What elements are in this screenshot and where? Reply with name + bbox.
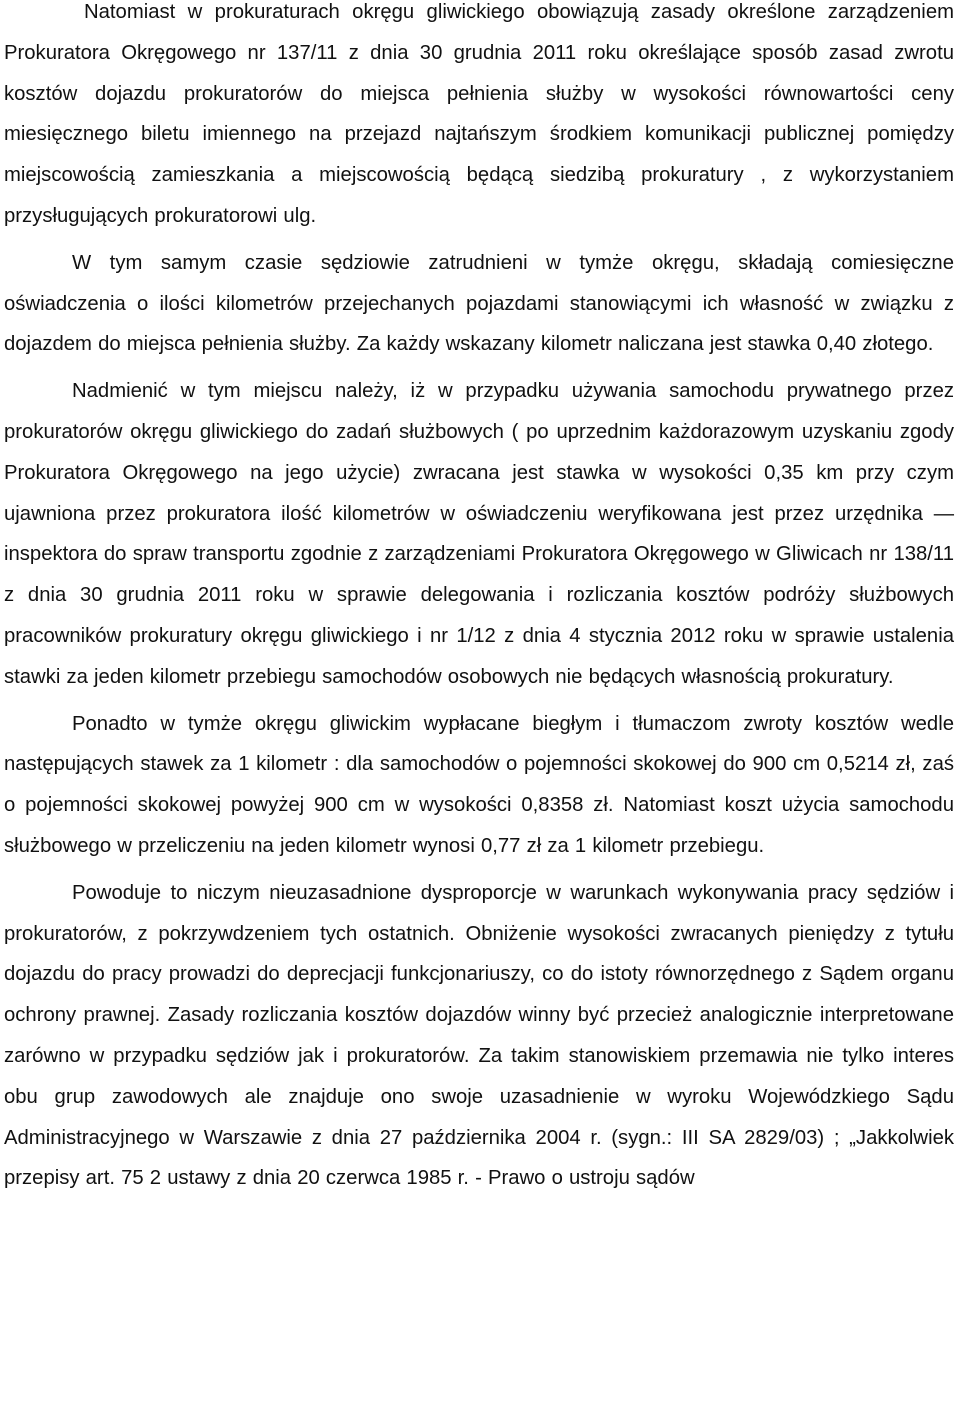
paragraph-private-car-rate: Nadmienić w tym miejscu należy, iż w przypadku używania samochodu prywatnego przez prokuratorów okręgu gliwickiego do zadań służbowych ( po uprzednim każdorazowym uzyskaniu zgody Prokuratora Okręgowego na jego użycie) zwracana jest stawka w wysokości 0,35 km przy czym ujawniona przez prokuratora ilość kilometrów w oświadczeniu weryfikowana jest przez urzędnika — inspektora do spraw transportu zgodnie z zarządzeniami Prokuratora Okręgowego w Gliwicach nr 138/11 z dnia 30 grudnia 2011 roku w sprawie delegowania i rozliczania kosztów podróży służbowych pracowników prokuratury okręgu gliwickiego i nr 1/12 z dnia 4 stycznia 2012 roku w sprawie ustalenia stawki za jeden kilometr przebiegu samochodów osobowych nie będących własnością prokuratury. bbox=[4, 380, 954, 688]
paragraph-judges-mileage: W tym samym czasie sędziowie zatrudnieni w tymże okręgu, składają comiesięczne oświadczenia o ilości kilometrów przejechanych pojazdami stanowiącymi ich własność w związku z dojazdem do miejsca pełnienia służby. Za każdy wskazany kilometr naliczana jest stawka 0,40 złotego. bbox=[4, 251, 954, 356]
paragraph-prosecutor-travel-rules: Natomiast w prokuraturach okręgu gliwickiego obowiązują zasady określone zarządzeniem Prokuratora Okręgowego nr 137/11 z dnia 30 grudnia 2011 roku określające sposób zasad zwrotu kosztów dojazdu prokuratorów do miejsca pełnienia służby w wysokości równowartości ceny miesięcznego biletu imiennego na przejazd najtańszym środkiem komunikacji publicznej pomiędzy miejscowością zamieszkania a miejscowością będącą siedzibą prokuratury , z wykorzystaniem przysługujących prokuratorowi ulg. bbox=[4, 1, 954, 227]
document-page bbox=[4, 0, 954, 1199]
paragraph-disproportion: Powoduje to niczym nieuzasadnione dysproporcje w warunkach wykonywania pracy sędziów i prokuratorów, z pokrzywdzeniem tych ostatnich. Obniżenie wysokości zwracanych pieniędzy z tytułu dojazdu do pracy prowadzi do deprecjacji funkcjonariuszy, co do istoty równorzędnego z Sądem organu ochrony prawnej. Zasady rozliczania kosztów dojazdów winny być przecież analogicznie interpretowane zarówno w przypadku sędziów jak i prokuratorów. Za takim stanowiskiem przemawia nie tylko interes obu grup zawodowych ale znajduje ono swoje uzasadnienie w wyroku Wojewódzkiego Sądu Administracyjnego w Warszawie z dnia 27 października 2004 r. (sygn.: III SA 2829/03) ; „Jakkolwiek przepisy art. 75 2 ustawy z dnia 20 czerwca 1985 r. - Prawo o ustroju sądów bbox=[4, 881, 954, 1190]
paragraph-experts-rates: Ponadto w tymże okręgu gliwickim wypłacane biegłym i tłumaczom zwroty kosztów wedle następujących stawek za 1 kilometr : dla samochodów o pojemności skokowej do 900 cm 0,5214 zł, zaś o pojemności skokowej powyżej 900 cm w wysokości 0,8358 zł. Natomiast koszt użycia samochodu służbowego w przeliczeniu na jeden kilometr wynosi 0,77 zł za 1 kilometr przebiegu. bbox=[4, 712, 954, 857]
